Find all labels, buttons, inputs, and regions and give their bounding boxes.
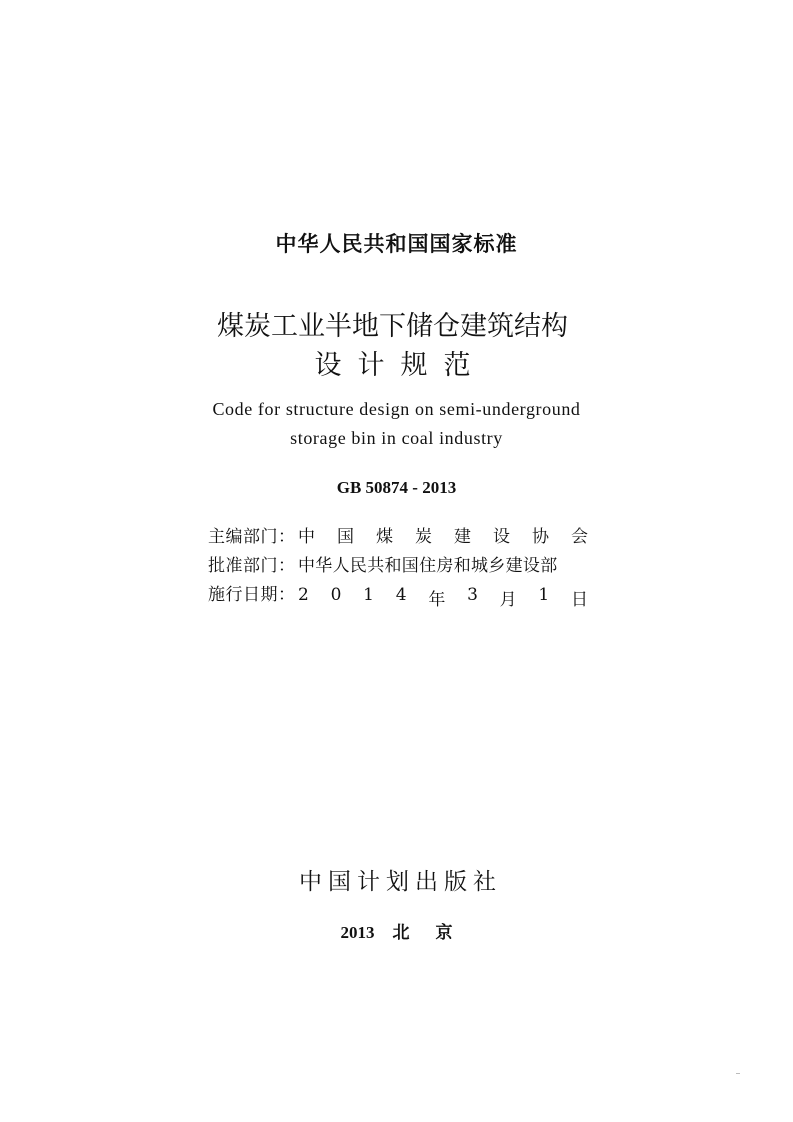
info-value-char: 设: [493, 527, 510, 547]
standard-code: GB 50874 - 2013: [336, 478, 457, 497]
publication-city-char-1: 北: [392, 923, 410, 943]
info-value-char: 协: [532, 527, 549, 547]
scan-speck: [736, 1073, 740, 1074]
info-value-char: 建: [454, 527, 471, 547]
title-english-line-1: Code for structure design on semi-underground: [212, 399, 581, 419]
info-value-char: 1: [538, 585, 550, 605]
info-value-char: 月: [499, 590, 517, 610]
publication-place: [0, 918, 793, 943]
effective-date-label: 施行日期：: [208, 585, 296, 605]
standard-heading: 中华人民共和国国家标准: [275, 232, 518, 256]
info-value-char: 煤: [376, 527, 393, 547]
title-english-line-2: storage bin in coal industry: [290, 428, 503, 448]
chief-editor-label: 主编部门：: [208, 527, 296, 547]
info-row-approval: [208, 551, 588, 580]
info-value-char: 国: [337, 527, 354, 547]
publication-city-char-2: 京: [435, 923, 453, 943]
info-value-char: 日: [570, 590, 588, 610]
info-value-char: 会: [571, 527, 588, 547]
chief-editor-value: [298, 522, 588, 547]
info-value-char: 炭: [415, 527, 432, 547]
info-value-char: 3: [467, 585, 478, 605]
info-value-char: 1: [363, 585, 374, 605]
info-value-char: 中华人民共和国住房和城乡建设部: [298, 556, 558, 576]
publication-year: 2013: [340, 923, 375, 942]
info-block: [208, 522, 588, 609]
info-value-char: 年: [428, 590, 446, 610]
approval-label: 批准部门：: [208, 556, 296, 576]
info-value-char: 中: [298, 527, 315, 547]
approval-value: [298, 551, 588, 576]
title-chinese-line-1: 煤炭工业半地下储仓建筑结构: [217, 311, 568, 342]
info-row-chief-editor: [208, 522, 588, 551]
effective-date-value: [298, 585, 588, 610]
info-value-char: 2: [298, 585, 309, 605]
info-value-char: 4: [395, 585, 407, 605]
publisher: 中国计划出版社: [299, 869, 502, 895]
info-row-effective-date: [208, 580, 588, 609]
title-chinese-line-2: 设计规范: [314, 350, 487, 381]
info-value-char: 0: [330, 585, 342, 605]
